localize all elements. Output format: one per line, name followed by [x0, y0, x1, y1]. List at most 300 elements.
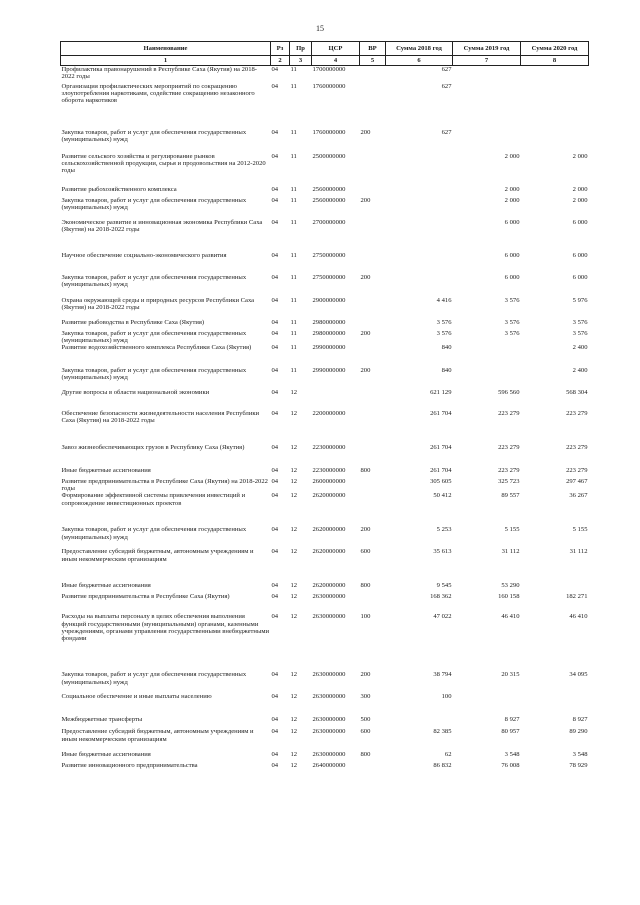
row-sum-2020: 223 279 [566, 409, 588, 417]
table-row [61, 526, 589, 548]
row-sum-2018: 627 [441, 66, 452, 73]
column-number: 2 [271, 56, 290, 66]
row-sum-2018: 3 576 [436, 318, 452, 326]
row-vr: 800 [360, 751, 371, 759]
row-sum-2020: 6 000 [572, 251, 588, 259]
row-csr: 2630000000 [312, 693, 346, 701]
row-vr [360, 478, 386, 492]
row-rz: 04 [271, 66, 279, 73]
row-sum-2018: 261 704 [430, 409, 452, 417]
row-sum-2019: 6 000 [504, 273, 520, 281]
row-rz: 04 [271, 366, 279, 374]
row-name: Расходы на выплаты персоналу в целях обеспечения выполнения функций государственными (муниципальными) органами, казенными учреждениями, органами управления государственными внебюджетными фондами [61, 613, 270, 642]
row-pr: 11 [290, 128, 297, 136]
row-rz: 04 [271, 82, 279, 90]
row-pr: 11 [290, 196, 297, 204]
header-name: Наименование [61, 42, 271, 56]
table-row [61, 153, 589, 186]
row-name: Развитие рыбохозяйственного комплекса [61, 185, 177, 193]
page-number: 15 [316, 24, 324, 33]
row-name: Закупка товаров, работ и услуг для обеспечения государственных (муниципальных) нужд [61, 329, 247, 344]
row-rz: 04 [271, 613, 279, 621]
row-rz: 04 [271, 388, 279, 396]
row-csr: 1760000000 [312, 82, 346, 90]
row-csr: 2230000000 [312, 466, 346, 474]
table-row [61, 367, 589, 389]
row-sum-2019 [453, 66, 521, 83]
header-pr: Пр [290, 42, 312, 56]
row-sum-2020: 6 000 [572, 218, 588, 226]
row-vr [360, 219, 386, 252]
row-name: Развитие водохозяйственного комплекса Республики Саха (Якутия) [61, 343, 252, 351]
row-csr: 2560000000 [312, 196, 346, 204]
row-sum-2018: 82 385 [433, 728, 452, 736]
row-name: Предоставление субсидий бюджетным, автономным учреждениям и иным некоммерческим организациям [61, 548, 254, 563]
table-row [61, 762, 589, 773]
row-sum-2018: 62 [444, 751, 452, 759]
row-rz: 04 [271, 185, 279, 193]
table-row [61, 129, 589, 153]
row-vr [360, 319, 386, 330]
row-sum-2018: 50 412 [433, 492, 452, 500]
row-sum-2020: 3 576 [572, 329, 588, 337]
table-row [61, 716, 589, 728]
table-row [61, 444, 589, 467]
row-rz: 04 [271, 128, 279, 136]
row-rz: 04 [271, 716, 279, 724]
row-csr: 2620000000 [312, 492, 346, 500]
row-pr: 12 [290, 466, 298, 474]
row-sum-2020: 2 000 [572, 152, 588, 160]
column-number: 1 [61, 56, 271, 66]
row-name: Развитие рыбоводства в Республике Саха (Якутия) [61, 318, 205, 326]
row-vr [360, 389, 386, 410]
row-sum-2019: 6 000 [504, 251, 520, 259]
row-rz: 04 [271, 693, 279, 701]
row-rz: 04 [271, 218, 279, 226]
row-pr: 12 [290, 716, 298, 724]
row-csr: 2600000000 [312, 477, 346, 485]
row-csr: 2630000000 [312, 671, 346, 679]
row-name: Экономическое развитие и инновационная экономика Республики Саха (Якутия) на 2018-2022 годы [61, 218, 263, 233]
row-sum-2018: 4 416 [436, 296, 452, 304]
row-sum-2020: 89 290 [569, 728, 588, 736]
row-sum-2019: 8 927 [504, 716, 520, 724]
header-sum-2018: Сумма 2018 год [386, 42, 453, 56]
budget-table [60, 41, 589, 773]
row-name: Развитие инновационного предпринимательства [61, 762, 198, 770]
row-pr: 11 [290, 66, 297, 73]
table-row [61, 186, 589, 197]
row-sum-2019: 20 315 [501, 671, 520, 679]
row-csr: 2500000000 [312, 152, 346, 160]
row-pr: 11 [290, 251, 297, 259]
row-sum-2019: 3 548 [504, 751, 520, 759]
row-pr: 11 [290, 343, 297, 351]
row-name: Закупка товаров, работ и услуг для обеспечения государственных (муниципальных) нужд [61, 196, 247, 211]
row-sum-2018 [386, 197, 453, 219]
row-sum-2019: 53 290 [501, 582, 520, 590]
row-pr: 12 [290, 526, 298, 534]
row-name: Закупка товаров, работ и услуг для обеспечения государственных (муниципальных) нужд [61, 526, 247, 541]
row-vr: 500 [360, 716, 371, 724]
table-row [61, 751, 589, 762]
row-rz: 04 [271, 671, 279, 679]
table-row [61, 671, 589, 693]
table-row [61, 219, 589, 252]
row-sum-2018 [386, 186, 453, 197]
table-body [61, 66, 589, 774]
row-pr: 11 [290, 296, 297, 304]
row-rz: 04 [271, 548, 279, 556]
row-sum-2018: 100 [441, 693, 452, 701]
row-sum-2020: 182 271 [566, 593, 588, 601]
row-csr: 2560000000 [312, 185, 346, 193]
row-vr: 100 [360, 613, 371, 621]
row-sum-2018: 38 794 [433, 671, 452, 679]
header-rz: Рз [271, 42, 290, 56]
row-pr: 11 [290, 152, 297, 160]
row-sum-2019 [453, 344, 521, 367]
row-sum-2019: 223 279 [498, 466, 520, 474]
table-row [61, 693, 589, 716]
row-sum-2019 [453, 83, 521, 129]
row-sum-2018 [386, 716, 453, 728]
row-pr: 11 [290, 82, 297, 90]
column-number: 3 [290, 56, 312, 66]
table-row [61, 252, 589, 274]
row-vr [360, 153, 386, 186]
row-pr: 11 [290, 218, 297, 226]
row-sum-2018 [386, 153, 453, 186]
row-sum-2020: 6 000 [572, 273, 588, 281]
row-pr: 12 [290, 477, 298, 485]
row-vr: 200 [360, 196, 371, 204]
row-sum-2020: 297 467 [566, 477, 588, 485]
table-row [61, 297, 589, 319]
row-sum-2019: 46 410 [501, 613, 520, 621]
row-sum-2018: 621 129 [430, 388, 452, 396]
row-vr [360, 252, 386, 274]
row-name: Обеспечение безопасности жизнедеятельности населения Республики Саха (Якутия) на 2018-2022 годы [61, 409, 260, 425]
row-pr: 12 [290, 409, 298, 417]
row-sum-2019: 3 576 [504, 318, 520, 326]
row-csr: 2630000000 [312, 716, 346, 724]
row-sum-2019: 3 576 [504, 329, 520, 337]
row-name: Иные бюджетные ассигнования [61, 466, 151, 474]
row-vr [360, 593, 386, 613]
row-sum-2018 [386, 252, 453, 274]
row-vr: 200 [360, 671, 371, 679]
row-sum-2020: 8 927 [572, 716, 588, 724]
row-csr: 2630000000 [312, 593, 346, 601]
row-vr: 600 [360, 548, 371, 556]
row-vr [360, 762, 386, 773]
row-csr: 2990000000 [312, 343, 346, 351]
row-rz: 04 [271, 443, 279, 451]
row-sum-2018: 86 832 [433, 762, 452, 770]
table-row [61, 582, 589, 593]
row-sum-2020: 2 000 [572, 185, 588, 193]
row-sum-2018 [386, 274, 453, 297]
column-number: 5 [360, 56, 386, 66]
row-sum-2019: 89 557 [501, 492, 520, 500]
row-name: Закупка товаров, работ и услуг для обеспечения государственных (муниципальных) нужд [61, 128, 247, 143]
row-sum-2018: 627 [441, 128, 452, 136]
row-pr: 12 [290, 443, 298, 451]
row-vr [360, 492, 386, 526]
row-sum-2019: 80 957 [501, 728, 520, 736]
row-sum-2019: 3 576 [504, 296, 520, 304]
row-sum-2018: 5 253 [436, 526, 452, 534]
row-name: Закупка товаров, работ и услуг для обеспечения государственных (муниципальных) нужд [61, 366, 247, 382]
column-number: 6 [386, 56, 453, 66]
row-csr: 2900000000 [312, 296, 346, 304]
row-sum-2018: 261 704 [430, 443, 452, 451]
row-pr: 12 [290, 582, 298, 590]
row-vr: 800 [360, 466, 371, 474]
row-sum-2020: 78 929 [569, 762, 588, 770]
row-sum-2019: 76 008 [501, 762, 520, 770]
row-sum-2020 [521, 582, 589, 593]
row-csr: 2630000000 [312, 728, 346, 736]
row-csr: 2640000000 [312, 762, 346, 770]
row-csr: 2200000000 [312, 409, 346, 417]
row-csr: 1760000000 [312, 128, 346, 136]
row-sum-2018: 9 545 [436, 582, 452, 590]
row-csr: 2620000000 [312, 526, 346, 534]
table-row [61, 274, 589, 297]
row-csr: 2230000000 [312, 443, 346, 451]
row-name: Закупка товаров, работ и услуг для обеспечения государственных (муниципальных) нужд [61, 671, 247, 686]
row-name: Предоставление субсидий бюджетным, автономным учреждениям и иным некоммерческим организациям [61, 728, 254, 743]
row-pr: 11 [290, 366, 297, 374]
row-vr [360, 66, 386, 83]
row-sum-2018: 47 022 [433, 613, 452, 621]
row-sum-2020: 5 976 [572, 296, 588, 304]
row-name: Закупка товаров, работ и услуг для обеспечения государственных (муниципальных) нужд [61, 273, 247, 288]
row-sum-2020: 31 112 [569, 548, 588, 556]
row-sum-2020 [521, 129, 589, 153]
row-name: Завоз жизнеобеспечивающих грузов в Республику Саха (Якутия) [61, 443, 245, 451]
row-rz: 04 [271, 477, 279, 485]
row-rz: 04 [271, 762, 279, 770]
row-rz: 04 [271, 318, 279, 326]
row-rz: 04 [271, 582, 279, 590]
row-sum-2019: 2 000 [504, 196, 520, 204]
row-sum-2020: 2 400 [572, 343, 588, 351]
row-sum-2019 [453, 367, 521, 389]
table-row [61, 330, 589, 344]
table-row [61, 593, 589, 613]
row-sum-2020 [521, 83, 589, 129]
row-rz: 04 [271, 526, 279, 534]
row-sum-2019: 223 279 [498, 443, 520, 451]
row-name: Организация профилактических мероприятий по сокращению злоупотребления наркотиками, содействие сокращению незаконного оборота наркотиков [61, 82, 255, 104]
row-name: Социальное обеспечение и иные выплаты населению [61, 693, 212, 701]
table-row [61, 613, 589, 671]
row-vr: 300 [360, 693, 371, 701]
row-pr: 11 [290, 273, 297, 281]
table-row [61, 467, 589, 478]
row-sum-2018: 261 704 [430, 466, 452, 474]
row-sum-2020: 568 304 [566, 388, 588, 396]
row-sum-2020 [521, 66, 589, 83]
row-rz: 04 [271, 409, 279, 417]
row-rz: 04 [271, 466, 279, 474]
column-number: 7 [453, 56, 521, 66]
row-name: Развитие предпринимательства в Республике Саха (Якутия) на 2018-2022 годы [61, 477, 268, 493]
row-pr: 12 [290, 751, 298, 759]
row-sum-2019 [453, 129, 521, 153]
table-row [61, 66, 589, 83]
row-sum-2020: 5 155 [572, 526, 588, 534]
row-sum-2019 [453, 693, 521, 716]
row-vr: 200 [360, 526, 371, 534]
table-row [61, 410, 589, 444]
row-csr: 2980000000 [312, 318, 346, 326]
row-rz: 04 [271, 329, 279, 337]
row-sum-2019: 160 158 [498, 593, 520, 601]
row-name: Развитие предпринимательства в Республике Саха (Якутия) [61, 593, 230, 601]
row-name: Иные бюджетные ассигнования [61, 582, 151, 590]
row-sum-2019: 31 112 [501, 548, 520, 556]
row-name: Формирование эффективной системы привлечения инвестиций и сопровождение инвестиционных проектов [61, 492, 246, 507]
row-sum-2019: 325 723 [498, 477, 520, 485]
header-sum-2019: Сумма 2019 год [453, 42, 521, 56]
row-sum-2020: 3 576 [572, 318, 588, 326]
row-pr: 12 [290, 613, 298, 621]
row-sum-2018: 3 576 [436, 329, 452, 337]
row-sum-2018 [386, 219, 453, 252]
row-rz: 04 [271, 593, 279, 601]
row-sum-2018: 840 [441, 366, 452, 374]
row-sum-2020: 36 267 [569, 492, 588, 500]
row-sum-2020: 34 095 [569, 671, 588, 679]
row-csr: 2750000000 [312, 273, 346, 281]
row-pr: 12 [290, 548, 298, 556]
row-sum-2020: 2 400 [572, 366, 588, 374]
table-row [61, 728, 589, 751]
row-rz: 04 [271, 152, 279, 160]
row-pr: 12 [290, 388, 298, 396]
row-sum-2020 [521, 693, 589, 716]
table-header-row [61, 42, 589, 56]
row-name: Профилактика правонарушений в Республике Саха (Якутия) на 2018-2022 годы [61, 66, 258, 81]
row-rz: 04 [271, 343, 279, 351]
table-row [61, 548, 589, 582]
row-rz: 04 [271, 196, 279, 204]
row-csr: 1700000000 [312, 66, 346, 73]
table-row [61, 344, 589, 367]
row-sum-2019: 5 155 [504, 526, 520, 534]
row-sum-2020: 46 410 [569, 613, 588, 621]
row-rz: 04 [271, 751, 279, 759]
row-csr: 2620000000 [312, 582, 346, 590]
row-vr: 200 [360, 128, 371, 136]
row-vr [360, 344, 386, 367]
row-sum-2019: 596 560 [498, 388, 520, 396]
column-number: 4 [312, 56, 360, 66]
row-sum-2018: 168 362 [430, 593, 452, 601]
row-vr [360, 297, 386, 319]
row-vr: 200 [360, 273, 371, 281]
row-pr: 11 [290, 185, 297, 193]
row-pr: 12 [290, 492, 298, 500]
column-number-row [61, 56, 589, 66]
row-pr: 11 [290, 318, 297, 326]
row-vr: 200 [360, 329, 371, 337]
row-pr: 12 [290, 728, 298, 736]
header-vr: ВР [360, 42, 386, 56]
table-row [61, 197, 589, 219]
row-csr: 2700000000 [312, 218, 346, 226]
row-name: Межбюджетные трансферты [61, 716, 143, 724]
row-name: Иные бюджетные ассигнования [61, 751, 151, 759]
table-row [61, 389, 589, 410]
row-csr: 2750000000 [312, 251, 346, 259]
row-csr: 2630000000 [312, 613, 346, 621]
row-vr [360, 186, 386, 197]
row-sum-2019: 223 279 [498, 409, 520, 417]
row-sum-2019: 6 000 [504, 218, 520, 226]
row-vr [360, 83, 386, 129]
table-row [61, 478, 589, 492]
row-csr: 2980000000 [312, 329, 346, 337]
row-pr: 12 [290, 671, 298, 679]
row-pr: 12 [290, 693, 298, 701]
row-csr [312, 389, 360, 410]
row-vr: 800 [360, 582, 371, 590]
row-vr [360, 444, 386, 467]
row-pr: 12 [290, 762, 298, 770]
row-sum-2020: 2 000 [572, 196, 588, 204]
row-sum-2018: 35 613 [433, 548, 452, 556]
row-pr: 12 [290, 593, 298, 601]
row-rz: 04 [271, 296, 279, 304]
row-vr: 600 [360, 728, 371, 736]
row-csr: 2620000000 [312, 548, 346, 556]
row-rz: 04 [271, 492, 279, 500]
column-number: 8 [521, 56, 589, 66]
row-name: Развитие сельского хозяйства и регулирование рынков сельскохозяйственной продукции, сырья и продовольствия на 2012-2020 годы [61, 152, 266, 174]
row-name: Охрана окружающей среды и природных ресурсов Республики Саха (Якутия) на 2018-2022 годы [61, 296, 255, 311]
row-csr: 2630000000 [312, 751, 346, 759]
header-csr: ЦСР [312, 42, 360, 56]
row-sum-2019: 2 000 [504, 152, 520, 160]
row-csr: 2990000000 [312, 366, 346, 374]
row-vr: 200 [360, 366, 371, 374]
row-sum-2018: 627 [441, 82, 452, 90]
row-sum-2018: 305 605 [430, 477, 452, 485]
row-sum-2020: 223 279 [566, 443, 588, 451]
row-rz: 04 [271, 251, 279, 259]
row-name: Научное обеспечение социально-экономического развития [61, 251, 227, 259]
row-rz: 04 [271, 273, 279, 281]
row-name: Другие вопросы в области национальной экономики [61, 388, 210, 396]
row-rz: 04 [271, 728, 279, 736]
table-row [61, 83, 589, 129]
header-sum-2020: Сумма 2020 год [521, 42, 589, 56]
row-vr [360, 410, 386, 444]
table-row [61, 319, 589, 330]
row-sum-2018: 840 [441, 343, 452, 351]
row-pr: 11 [290, 329, 297, 337]
row-sum-2020: 3 548 [572, 751, 588, 759]
row-sum-2020: 223 279 [566, 466, 588, 474]
row-sum-2019: 2 000 [504, 185, 520, 193]
table-row [61, 492, 589, 526]
